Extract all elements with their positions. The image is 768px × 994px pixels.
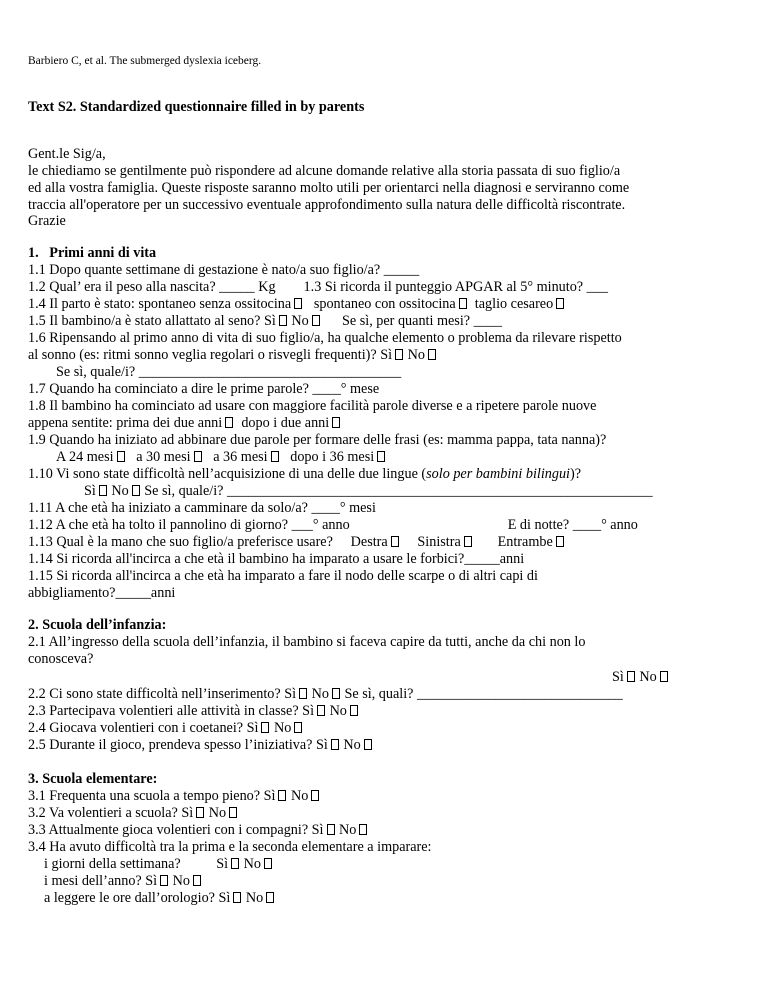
question-1-3-text: 1.3 Si ricorda il punteggio APGAR al 5° minuto? ___: [303, 279, 608, 295]
question-1-13-text: 1.13 Qual è la mano che suo figlio/a preferisce usare?: [28, 534, 333, 550]
checkbox[interactable]: [196, 807, 204, 818]
question-1-12-text: 1.12 A che età ha tolto il pannolino di giorno? ___° anno: [28, 517, 350, 533]
question-1-6: 1.6 Ripensando al primo anno di vita di suo figlio/a, ha qualche elemento o problema da rilevare rispetto: [28, 330, 622, 346]
question-1-4: [28, 296, 565, 312]
option-label: No: [245, 890, 264, 906]
question-1-14: 1.14 Si ricorda all'incirca a che età il bambino ha imparato a usare le forbici?_____anni: [28, 551, 525, 567]
intro-line: traccia all'operatore per un successivo eventuale approfondimento sulla natura delle difficoltà riscontrate.: [28, 197, 626, 213]
question-1-4-text: 1.4 Il parto è stato: spontaneo senza ossitocina: [28, 296, 292, 312]
option-label: Destra: [350, 534, 388, 550]
checkbox[interactable]: [233, 892, 241, 903]
question-2-3: [28, 703, 359, 719]
checkbox[interactable]: [359, 824, 367, 835]
checkbox[interactable]: [225, 417, 233, 428]
question-3-4-days-text: i giorni della settimana?: [44, 856, 181, 872]
option-label: a 30 mesi: [136, 449, 191, 465]
option-label: Sì: [216, 856, 229, 872]
option-label: No: [243, 856, 261, 872]
question-2-4-text: 2.4 Giocava volentieri con i coetanei? Sì: [28, 720, 259, 736]
question-3-4-clock-text: a leggere le ore dall’orologio? Sì: [44, 890, 231, 906]
question-1-15: 1.15 Si ricorda all'incirca a che età ha imparato a fare il nodo delle scarpe o di altri capi di: [28, 568, 538, 584]
checkbox[interactable]: [299, 688, 307, 699]
greeting: Gent.le Sig/a,: [28, 146, 106, 162]
document-title: Text S2. Standardized questionnaire filled in by parents: [28, 99, 365, 115]
option-label: No: [274, 720, 292, 736]
question-3-3-text: 3.3 Attualmente gioca volentieri con i compagni? Sì: [28, 822, 324, 838]
question-2-1-options: [612, 669, 669, 685]
question-2-5: [28, 737, 373, 753]
section-heading-1: 1. Primi anni di vita: [28, 245, 157, 261]
checkbox[interactable]: [160, 875, 168, 886]
question-3-4: 3.4 Ha avuto difficoltà tra la prima e la seconda elementare a imparare:: [28, 839, 432, 855]
follow-up-text: Se sì, quale/i? ____________________________________________________________: [144, 483, 653, 499]
checkbox[interactable]: [311, 790, 319, 801]
checkbox[interactable]: [332, 417, 340, 428]
option-label: No: [290, 788, 309, 804]
question-2-1-cont: conosceva?: [28, 651, 94, 667]
checkbox[interactable]: [327, 824, 335, 835]
option-label: No: [339, 822, 357, 838]
question-2-1: 2.1 All’ingresso della scuola dell’infanzia, il bambino si faceva capire da tutti, anche da chi non lo: [28, 634, 586, 650]
question-1-8-text: appena sentite: prima dei due anni: [28, 415, 223, 431]
checkbox[interactable]: [627, 671, 635, 682]
question-1-10-end: )?: [570, 466, 582, 482]
option-label: No: [208, 805, 227, 821]
question-1-8-cont: [28, 415, 341, 431]
question-3-3: [28, 822, 368, 838]
checkbox[interactable]: [317, 705, 325, 716]
checkbox[interactable]: [350, 705, 358, 716]
checkbox[interactable]: [278, 790, 286, 801]
option-label: No: [291, 313, 309, 329]
option-label: A 24 mesi: [56, 449, 114, 465]
question-1-2: [28, 279, 608, 295]
checkbox[interactable]: [229, 807, 237, 818]
option-label: Sinistra: [417, 534, 461, 550]
question-2-2-text: 2.2 Ci sono state difficoltà nell’inserimento? Sì: [28, 686, 297, 702]
checkbox[interactable]: [377, 451, 385, 462]
intro-line: Grazie: [28, 213, 66, 229]
checkbox[interactable]: [395, 349, 403, 360]
option-label: a 36 mesi: [213, 449, 268, 465]
question-1-11: 1.11 A che età ha iniziato a camminare da solo/a? ____° mesi: [28, 500, 376, 516]
checkbox[interactable]: [312, 315, 320, 326]
question-2-5-text: 2.5 Durante il gioco, prendeva spesso l’iniziativa? Sì: [28, 737, 328, 753]
option-label: Entrambe: [497, 534, 553, 550]
option-label: Sì: [84, 483, 96, 499]
option-label: dopo i 36 mesi: [290, 449, 375, 465]
running-header: Barbiero C, et al. The submerged dyslexia iceberg.: [28, 55, 262, 67]
checkbox[interactable]: [332, 688, 340, 699]
question-3-4-days: [44, 856, 273, 872]
checkbox[interactable]: [464, 536, 472, 547]
question-1-8: 1.8 Il bambino ha cominciato ad usare con maggiore facilità parole diverse e a ripetere parole nuove: [28, 398, 597, 414]
question-1-10: [28, 466, 581, 482]
question-1-9: 1.9 Quando ha iniziato ad abbinare due parole per formare delle frasi (es: mamma pappa, tata nanna)?: [28, 432, 607, 448]
question-3-2: [28, 805, 238, 821]
question-1-1: 1.1 Dopo quante settimane di gestazione è nato/a suo figlio/a? _____: [28, 262, 420, 278]
question-1-12: [28, 517, 638, 533]
question-2-2: [28, 686, 623, 702]
checkbox[interactable]: [556, 298, 564, 309]
option-label: No: [407, 347, 425, 363]
checkbox[interactable]: [132, 485, 140, 496]
checkbox[interactable]: [271, 451, 279, 462]
question-3-4-months-text: i mesi dell’anno? Sì: [44, 873, 158, 889]
checkbox[interactable]: [331, 739, 339, 750]
question-1-6-text: al sonno (es: ritmi sonno veglia regolari o risvegli frequenti)? Sì: [28, 347, 393, 363]
option-label: dopo i due anni: [241, 415, 330, 431]
option-label: No: [329, 703, 347, 719]
intro-line: le chiediamo se gentilmente può rispondere ad alcune domande relative alla storia passata di suo figlio/a: [28, 163, 621, 179]
question-3-4-clock: [44, 890, 275, 906]
question-1-15-cont: abbigliamento?_____anni: [28, 585, 176, 601]
question-1-9-options: [56, 449, 386, 465]
question-3-2-text: 3.2 Va volentieri a scuola? Sì: [28, 805, 194, 821]
section-heading-3: 3. Scuola elementare:: [28, 771, 158, 787]
question-2-3-text: 2.3 Partecipava volentieri alle attività in classe? Sì: [28, 703, 315, 719]
checkbox[interactable]: [231, 858, 239, 869]
question-2-4: [28, 720, 303, 736]
checkbox[interactable]: [261, 722, 269, 733]
option-label: spontaneo con ossitocina: [313, 296, 456, 312]
checkbox[interactable]: [459, 298, 467, 309]
checkbox[interactable]: [266, 892, 274, 903]
checkbox[interactable]: [194, 451, 202, 462]
checkbox[interactable]: [428, 349, 436, 360]
question-1-5: [28, 313, 502, 329]
checkbox[interactable]: [279, 315, 287, 326]
question-1-10-text: 1.10 Vi sono state difficoltà nell’acquisizione di una delle due lingue (: [28, 466, 427, 482]
section-heading-2: 2. Scuola dell’infanzia:: [28, 617, 167, 633]
checkbox[interactable]: [294, 298, 302, 309]
option-label: No: [343, 737, 361, 753]
checkbox[interactable]: [117, 451, 125, 462]
checkbox[interactable]: [264, 858, 272, 869]
option-label: No: [172, 873, 190, 889]
option-label: No: [311, 686, 329, 702]
question-3-1: [28, 788, 320, 804]
option-label: No: [639, 669, 657, 685]
checkbox[interactable]: [660, 671, 668, 682]
checkbox[interactable]: [556, 536, 564, 547]
intro-line: ed alla vostra famiglia. Queste risposte saranno molto utili per orientarci nella diagnosi e serviranno come: [28, 180, 630, 196]
checkbox[interactable]: [99, 485, 107, 496]
question-3-1-text: 3.1 Frequenta una scuola a tempo pieno? Sì: [28, 788, 276, 804]
question-1-13: [28, 534, 565, 550]
option-label: No: [111, 483, 129, 499]
checkbox[interactable]: [294, 722, 302, 733]
question-1-10-options: [84, 483, 653, 499]
question-1-10-note: solo per bambini bilingui: [426, 466, 570, 482]
question-1-7: 1.7 Quando ha cominciato a dire le prime parole? ____° mese: [28, 381, 380, 397]
follow-up-text: Se sì, per quanti mesi? ____: [342, 313, 502, 329]
question-1-2-text: 1.2 Qual’ era il peso alla nascita? _____ Kg: [28, 279, 276, 295]
question-1-6-cont: [28, 347, 437, 363]
option-label: taglio cesareo: [474, 296, 554, 312]
checkbox[interactable]: [364, 739, 372, 750]
question-3-4-months: [44, 873, 202, 889]
question-1-12-night: E di notte? ____° anno: [507, 517, 638, 533]
question-1-5-text: 1.5 Il bambino/a è stato allattato al seno? Sì: [28, 313, 276, 329]
checkbox[interactable]: [391, 536, 399, 547]
follow-up-text: Se sì, quali? _____________________________: [344, 686, 623, 702]
option-label: Sì: [612, 669, 624, 685]
question-1-6-follow-up: Se sì, quale/i? _____________________________________: [56, 364, 402, 380]
checkbox[interactable]: [193, 875, 201, 886]
